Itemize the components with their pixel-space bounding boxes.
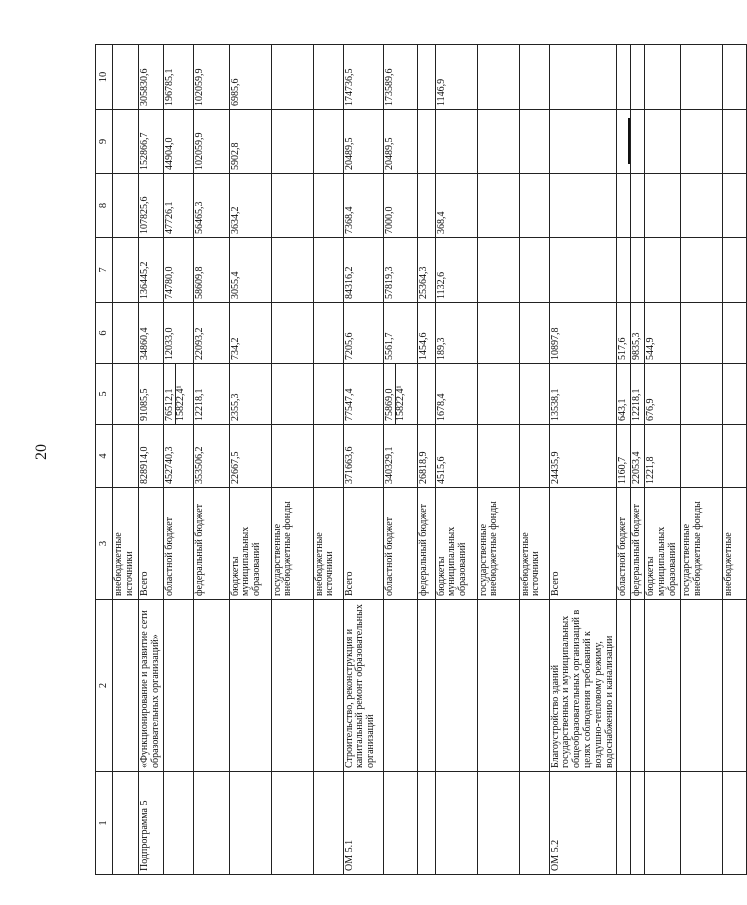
- value-cell: [383, 364, 417, 425]
- value-cell: [631, 425, 645, 488]
- value-cell: [477, 110, 519, 174]
- value-text: 34860,4: [139, 327, 150, 360]
- funding-source-cell: внебюджетные источники: [313, 488, 343, 600]
- table-row: [271, 45, 313, 875]
- value-text: 368,4: [435, 211, 447, 234]
- program-code-cell: [313, 772, 343, 875]
- value-cell: [383, 45, 417, 110]
- value-text: 25364,3: [417, 266, 429, 299]
- funding-source-cell: внебюджетные источники: [113, 488, 139, 600]
- value-cell: [617, 303, 631, 364]
- value-cell: [722, 364, 746, 425]
- value-cell: [680, 425, 722, 488]
- value-text: 44904,0: [163, 137, 175, 170]
- funding-source-cell: государственные внебюджетные фонды: [271, 488, 313, 600]
- value-cell: [631, 45, 645, 110]
- funding-source-cell: бюджеты муниципальных образований: [435, 488, 477, 600]
- value-cell: [271, 364, 313, 425]
- value-cell: [343, 238, 383, 303]
- value-text: 305830,6: [139, 68, 150, 106]
- value-cell: [477, 238, 519, 303]
- value-cell: [435, 110, 477, 174]
- value-cell: [549, 238, 617, 303]
- footnoted-value: 15822,4¹: [395, 364, 407, 424]
- value-cell: [383, 174, 417, 238]
- program-code-cell: Подпрограмма 5: [139, 772, 164, 875]
- value-text: 4515,6: [435, 456, 447, 484]
- program-name-cell: [519, 600, 549, 772]
- value-cell: [631, 174, 645, 238]
- value-cell: [549, 110, 617, 174]
- value-cell: [163, 174, 193, 238]
- value-cell: [113, 110, 139, 174]
- funding-source-cell: областной бюджет: [383, 488, 417, 600]
- value-cell: [645, 303, 680, 364]
- value-cell: [477, 364, 519, 425]
- value-cell: [519, 238, 549, 303]
- value-cell: [193, 303, 229, 364]
- value-cell: [417, 238, 435, 303]
- program-code-cell: [383, 772, 417, 875]
- value-text: 56465,3: [193, 201, 205, 234]
- value-text: 452740,3: [163, 446, 175, 484]
- value-text: 77547,4: [343, 388, 355, 421]
- value-cell: [313, 364, 343, 425]
- value-cell: [549, 174, 617, 238]
- value-cell: [617, 174, 631, 238]
- value-cell: [383, 425, 417, 488]
- value-cell: [722, 45, 746, 110]
- value-cell: [417, 303, 435, 364]
- program-code-cell: [477, 772, 519, 875]
- column-number: 2: [96, 600, 113, 772]
- table-row: [477, 45, 519, 875]
- value-cell: [193, 110, 229, 174]
- value-cell: [271, 238, 313, 303]
- value-cell: [193, 45, 229, 110]
- funding-source-cell: Всего: [549, 488, 617, 600]
- value-text: 340329,1: [383, 446, 395, 484]
- value-text: 1146,9: [435, 78, 447, 106]
- program-code-cell: [113, 772, 139, 875]
- value-cell: [383, 238, 417, 303]
- table-row: [139, 45, 164, 875]
- column-number: 6: [96, 303, 113, 364]
- program-code-cell: [417, 772, 435, 875]
- value-cell: [163, 238, 193, 303]
- value-cell: [435, 303, 477, 364]
- value-text: 7205,6: [343, 332, 355, 360]
- program-name-cell: [631, 600, 645, 772]
- value-cell: [113, 174, 139, 238]
- value-text: 136445,2: [139, 261, 150, 299]
- program-name-cell: [417, 600, 435, 772]
- page-number: 20: [33, 444, 50, 460]
- program-code-cell: [163, 772, 193, 875]
- program-code-cell: ОМ 5.1: [343, 772, 383, 875]
- table-row: [722, 45, 746, 875]
- value-text: 9835,3: [631, 332, 643, 360]
- value-text: 189,3: [435, 337, 447, 360]
- value-cell: [139, 238, 164, 303]
- program-name-cell: [229, 600, 271, 772]
- value-cell: [383, 110, 417, 174]
- value-cell: [645, 425, 680, 488]
- value-text: 22093,2: [193, 327, 205, 360]
- value-cell: [271, 303, 313, 364]
- value-text: 7368,4: [343, 206, 355, 234]
- column-number: 8: [96, 174, 113, 238]
- table-row: [549, 45, 617, 875]
- value-text: 1221,8: [645, 456, 657, 484]
- value-cell: [645, 238, 680, 303]
- table-row: [113, 45, 139, 875]
- value-cell: [313, 303, 343, 364]
- value-cell: [645, 110, 680, 174]
- table-row: [343, 45, 383, 875]
- value-cell: [435, 238, 477, 303]
- funding-source-cell: федеральный бюджет: [631, 488, 645, 600]
- program-code-cell: [722, 772, 746, 875]
- value-cell: [313, 45, 343, 110]
- program-code-cell: [680, 772, 722, 875]
- value-text: 12218,1: [631, 388, 643, 421]
- value-cell: [617, 364, 631, 425]
- value-cell: [139, 425, 164, 488]
- value-cell: [313, 174, 343, 238]
- value-cell: [383, 303, 417, 364]
- value-text: 75869,0: [383, 388, 395, 421]
- value-cell: [680, 238, 722, 303]
- program-code-cell: [193, 772, 229, 875]
- table-row: [617, 45, 631, 875]
- value-cell: [519, 425, 549, 488]
- value-cell: [722, 238, 746, 303]
- value-text: 173589,6: [383, 68, 395, 106]
- value-cell: [631, 110, 645, 174]
- value-text: 13538,1: [549, 388, 561, 421]
- funding-source-cell: областной бюджет: [163, 488, 193, 600]
- value-cell: [477, 45, 519, 110]
- value-cell: [477, 425, 519, 488]
- value-text: 1160,7: [617, 456, 629, 484]
- value-text: 58609,8: [193, 266, 205, 299]
- value-text: 3055,4: [229, 271, 241, 299]
- value-cell: [113, 45, 139, 110]
- value-cell: [722, 303, 746, 364]
- value-cell: [549, 303, 617, 364]
- value-cell: [631, 303, 645, 364]
- value-cell: [229, 303, 271, 364]
- value-text: 107825,6: [139, 196, 150, 234]
- funding-source-cell: внебюджетные: [722, 488, 746, 600]
- table-row: [383, 45, 417, 875]
- table-row: [417, 45, 435, 875]
- value-text: 2355,3: [229, 393, 241, 421]
- value-cell: [519, 174, 549, 238]
- value-cell: [229, 238, 271, 303]
- program-name-cell: [163, 600, 193, 772]
- value-cell: [435, 425, 477, 488]
- table-row: [631, 45, 645, 875]
- value-cell: [113, 303, 139, 364]
- value-cell: [313, 110, 343, 174]
- value-cell: [722, 174, 746, 238]
- program-code-cell: [229, 772, 271, 875]
- value-cell: [139, 45, 164, 110]
- value-cell: [417, 425, 435, 488]
- value-cell: [631, 238, 645, 303]
- funding-source-cell: Всего: [343, 488, 383, 600]
- value-cell: [617, 45, 631, 110]
- budget-table: [95, 44, 747, 875]
- value-cell: [519, 110, 549, 174]
- program-name-cell: [617, 600, 631, 772]
- value-cell: [343, 110, 383, 174]
- value-text: 676,9: [645, 398, 657, 421]
- value-cell: [435, 45, 477, 110]
- value-cell: [343, 425, 383, 488]
- value-cell: [193, 174, 229, 238]
- value-text: 152866,7: [139, 132, 150, 170]
- value-cell: [435, 364, 477, 425]
- value-cell: [417, 45, 435, 110]
- value-cell: [113, 425, 139, 488]
- program-name-cell: [313, 600, 343, 772]
- value-cell: [313, 425, 343, 488]
- value-cell: [139, 364, 164, 425]
- program-name-cell: [271, 600, 313, 772]
- value-cell: [680, 45, 722, 110]
- value-cell: [343, 303, 383, 364]
- program-code-cell: [631, 772, 645, 875]
- program-name-cell: [722, 600, 746, 772]
- column-number: 9: [96, 110, 113, 174]
- value-cell: [680, 364, 722, 425]
- value-text: 544,9: [645, 337, 657, 360]
- table-row: [313, 45, 343, 875]
- value-text: 12033,0: [163, 327, 175, 360]
- value-cell: [417, 174, 435, 238]
- column-number: 7: [96, 238, 113, 303]
- column-number: 10: [96, 45, 113, 110]
- value-text: 1454,6: [417, 332, 429, 360]
- value-cell: [519, 364, 549, 425]
- program-name-cell: [680, 600, 722, 772]
- funding-source-cell: областной бюджет: [617, 488, 631, 600]
- funding-source-cell: внебюджетные источники: [519, 488, 549, 600]
- program-name-cell: [383, 600, 417, 772]
- value-text: 353506,2: [193, 446, 205, 484]
- value-text: 57819,3: [383, 266, 395, 299]
- value-text: 6985,6: [229, 78, 241, 106]
- funding-source-cell: государственные внебюджетные фонды: [680, 488, 722, 600]
- value-cell: [163, 45, 193, 110]
- program-code-cell: [271, 772, 313, 875]
- table-row: [193, 45, 229, 875]
- column-number: 3: [96, 488, 113, 600]
- program-name-cell: Благоустройство зданий государственных и муниципальных общеобразовательных организаций в целях соблюдения требований к воздушно-тепловому режиму, водоснабжению и канализации: [549, 600, 617, 772]
- value-cell: [193, 238, 229, 303]
- value-text: 12218,1: [193, 388, 205, 421]
- value-cell: [645, 45, 680, 110]
- value-text: 3634,2: [229, 206, 241, 234]
- column-number: 1: [96, 772, 113, 875]
- value-text: 643,1: [617, 398, 629, 421]
- value-cell: [680, 303, 722, 364]
- value-text: 174736,5: [343, 68, 355, 106]
- funding-source-cell: бюджеты муниципальных образований: [645, 488, 680, 600]
- table-row: [519, 45, 549, 875]
- value-text: 91085,5: [139, 388, 150, 421]
- value-text: 47726,1: [163, 201, 175, 234]
- value-text: 734,2: [229, 337, 241, 360]
- value-cell: [680, 110, 722, 174]
- value-cell: [519, 303, 549, 364]
- program-name-cell: «Функционирование и развитие сети образовательных организаций»: [139, 600, 164, 772]
- program-name-cell: [645, 600, 680, 772]
- value-cell: [163, 110, 193, 174]
- value-cell: [229, 425, 271, 488]
- value-cell: [229, 364, 271, 425]
- value-text: 517,6: [617, 337, 629, 360]
- value-text: 22053,4: [631, 451, 643, 484]
- value-cell: [271, 174, 313, 238]
- footnoted-value: 15822,4¹: [175, 364, 187, 424]
- value-cell: [631, 364, 645, 425]
- program-name-cell: [193, 600, 229, 772]
- value-text: 196785,1: [163, 68, 175, 106]
- value-text: 102059,9: [193, 68, 205, 106]
- value-text: 7000,0: [383, 206, 395, 234]
- value-cell: [435, 174, 477, 238]
- value-cell: [139, 110, 164, 174]
- value-cell: [417, 110, 435, 174]
- value-text: 24435,9: [549, 451, 561, 484]
- value-cell: [193, 425, 229, 488]
- value-cell: [549, 425, 617, 488]
- value-text: 1132,6: [435, 271, 447, 299]
- value-text: 20489,5: [343, 137, 355, 170]
- value-cell: [477, 174, 519, 238]
- value-text: 1678,4: [435, 393, 447, 421]
- value-cell: [417, 364, 435, 425]
- value-text: 5561,7: [383, 332, 395, 360]
- table-row: [435, 45, 477, 875]
- value-text: 5902,8: [229, 142, 241, 170]
- value-cell: [617, 425, 631, 488]
- value-cell: [113, 238, 139, 303]
- value-cell: [139, 303, 164, 364]
- value-cell: [617, 110, 631, 174]
- program-code-cell: [645, 772, 680, 875]
- value-cell: [113, 364, 139, 425]
- table-row: [229, 45, 271, 875]
- value-cell: [193, 364, 229, 425]
- program-name-cell: [477, 600, 519, 772]
- value-cell: [645, 364, 680, 425]
- value-cell: [680, 174, 722, 238]
- value-cell: [343, 364, 383, 425]
- value-cell: [722, 425, 746, 488]
- value-cell: [645, 174, 680, 238]
- header-row: [96, 45, 113, 875]
- value-cell: [549, 45, 617, 110]
- program-code-cell: ОМ 5.2: [549, 772, 617, 875]
- value-cell: [722, 110, 746, 174]
- value-cell: [163, 425, 193, 488]
- program-name-cell: Строительство, реконструкция и капитальный ремонт образовательных организаций: [343, 600, 383, 772]
- funding-source-cell: Всего: [139, 488, 164, 600]
- value-cell: [549, 364, 617, 425]
- value-cell: [229, 45, 271, 110]
- value-text: 22667,5: [229, 451, 241, 484]
- program-name-cell: [113, 600, 139, 772]
- column-number: 5: [96, 364, 113, 425]
- value-text: 76512,1: [163, 388, 175, 421]
- program-name-cell: [435, 600, 477, 772]
- value-cell: [163, 303, 193, 364]
- table-row: [163, 45, 193, 875]
- value-cell: [519, 45, 549, 110]
- value-cell: [271, 110, 313, 174]
- value-text: 371663,6: [343, 446, 355, 484]
- rotated-table-container: [95, 45, 734, 875]
- value-cell: [229, 110, 271, 174]
- value-text: 828914,0: [139, 446, 150, 484]
- value-text: 26818,9: [417, 451, 429, 484]
- value-cell: [271, 45, 313, 110]
- value-text: 74780,0: [163, 266, 175, 299]
- program-code-cell: [519, 772, 549, 875]
- value-cell: [477, 303, 519, 364]
- program-code-cell: [617, 772, 631, 875]
- table-row: [680, 45, 722, 875]
- funding-source-cell: бюджеты муниципальных образований: [229, 488, 271, 600]
- value-text: 84316,2: [343, 266, 355, 299]
- value-cell: [271, 425, 313, 488]
- value-cell: [139, 174, 164, 238]
- funding-source-cell: федеральный бюджет: [417, 488, 435, 600]
- funding-source-cell: федеральный бюджет: [193, 488, 229, 600]
- value-cell: [343, 174, 383, 238]
- value-cell: [313, 238, 343, 303]
- value-cell: [229, 174, 271, 238]
- table-row: [645, 45, 680, 875]
- column-number: 4: [96, 425, 113, 488]
- value-cell: [163, 364, 193, 425]
- program-code-cell: [435, 772, 477, 875]
- value-text: 20489,5: [383, 137, 395, 170]
- funding-source-cell: государственные внебюджетные фонды: [477, 488, 519, 600]
- value-text: 10897,8: [549, 327, 561, 360]
- value-cell: [617, 238, 631, 303]
- value-text: 102059,9: [193, 132, 205, 170]
- value-cell: [343, 45, 383, 110]
